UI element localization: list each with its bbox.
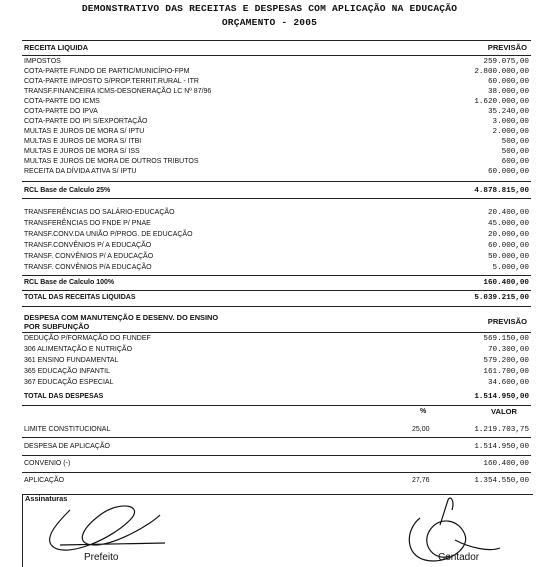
table-row: COTA-PARTE DO ICMS 1.620.000,00	[24, 98, 529, 106]
despesa-col-heading: PREVISÃO	[487, 317, 527, 326]
document-title: DEMONSTRATIVO DAS RECEITAS E DESPESAS COM APLICAÇÃO NA EDUCAÇÃO	[81, 3, 458, 14]
table-row: TRANSF.FINANCEIRA ICMS-DESONERAÇÃO LC Nº 87/96 38.000,00	[24, 88, 529, 96]
table-row: MULTAS E JUROS DE MORA S/ IPTU 2.000,00	[24, 128, 529, 136]
table-row: COTA-PARTE FUNDO DE PARTIC/MUNICÍPIO-FPM 2.800.000,00	[24, 68, 529, 76]
table-row: TRANSF. CONVÊNIOS P/ A EDUCAÇÃO 50.000,00	[24, 253, 529, 261]
signature-left-label: Prefeito	[84, 552, 119, 563]
total-despesas-row: TOTAL DAS DESPESAS 1.514.950,00	[24, 393, 529, 401]
valor-heading: VALOR	[490, 407, 517, 416]
table-row: COTA-PARTE IMPOSTO S/PROP.TERRIT.RURAL - ITR 60.000,00	[24, 78, 529, 86]
table-row: TRANSFERÊNCIAS DO SALÁRIO-EDUCAÇÃO 20.400,00	[24, 209, 529, 217]
table-row: 367 EDUCAÇÃO ESPECIAL 34.600,00	[24, 379, 529, 387]
table-row: IMPOSTOS 259.075,00	[24, 58, 529, 66]
table-row: 306 ALIMENTAÇÃO E NUTRIÇÃO 70.300,00	[24, 346, 529, 354]
rcl-100-row: RCL Base de Calculo 100% 160.400,00	[24, 279, 529, 287]
receita-heading: RECEITA LIQUIDA	[24, 43, 89, 52]
table-row: DEDUÇÃO P/FORMAÇÃO DO FUNDEF 569.150,00	[24, 335, 529, 343]
rcl-25-row: RCL Base de Calculo 25% 4.878.815,00	[24, 187, 529, 195]
document-subtitle: ORÇAMENTO - 2005	[221, 17, 318, 28]
limite-row: LIMITE CONSTITUCIONAL 25,00 1.219.703,75	[24, 426, 529, 434]
contador-signature	[409, 498, 500, 561]
signatures-heading: Assinaturas	[25, 494, 68, 503]
receita-col-heading: PREVISÃO	[487, 43, 527, 52]
despesa-aplicacao-row: DESPESA DE APLICAÇÃO 1.514.950,00	[24, 443, 529, 451]
despesa-heading-line1: DESPESA COM MANUTENÇÃO E DESENV. DO ENSINO	[24, 313, 219, 322]
table-row: COTA-PARTE DO IPVA 35.240,00	[24, 108, 529, 116]
convenio-row: CONVENIO (-) 160.400,00	[24, 460, 529, 468]
table-row: 361 ENSINO FUNDAMENTAL 579.200,00	[24, 357, 529, 365]
table-row: TRANSF. CONVÊNIOS P/A EDUCAÇÃO 5.000,00	[24, 264, 529, 272]
table-row: 365 EDUCAÇÃO INFANTIL 161.700,00	[24, 368, 529, 376]
table-row: TRANSF.CONVÊNIOS P/ A EDUCAÇÃO 60.000,00	[24, 242, 529, 250]
signature-right-label: Contador	[438, 552, 480, 563]
table-row: MULTAS E JUROS DE MORA S/ ISS 500,00	[24, 148, 529, 156]
table-row: COTA-PARTE DO IPI S/EXPORTAÇÃO 3.000,00	[24, 118, 529, 126]
table-row: RECEITA DA DÍVIDA ATIVA S/ IPTU 60.000,00	[24, 168, 529, 176]
table-row: TRANSFERÊNCIAS DO FNDE P/ PNAE 45.000,00	[24, 220, 529, 228]
pct-heading: %	[420, 408, 427, 415]
total-receitas-row: TOTAL DAS RECEITAS LIQUIDAS 5.039.215,00	[24, 294, 529, 302]
aplicacao-row: APLICAÇÃO 27,76 1.354.550,00	[24, 477, 529, 485]
prefeito-signature	[50, 506, 165, 550]
table-row: MULTAS E JUROS DE MORA S/ ITBI 500,00	[24, 138, 529, 146]
despesa-heading-line2: POR SUBFUNÇÃO	[24, 322, 90, 331]
table-row: MULTAS E JUROS DE MORA DE OUTROS TRIBUTOS 600,00	[24, 158, 529, 166]
table-row: TRANSF.CONV.DA UNIÃO P/PROG. DE EDUCAÇÃO 20.000,00	[24, 231, 529, 239]
